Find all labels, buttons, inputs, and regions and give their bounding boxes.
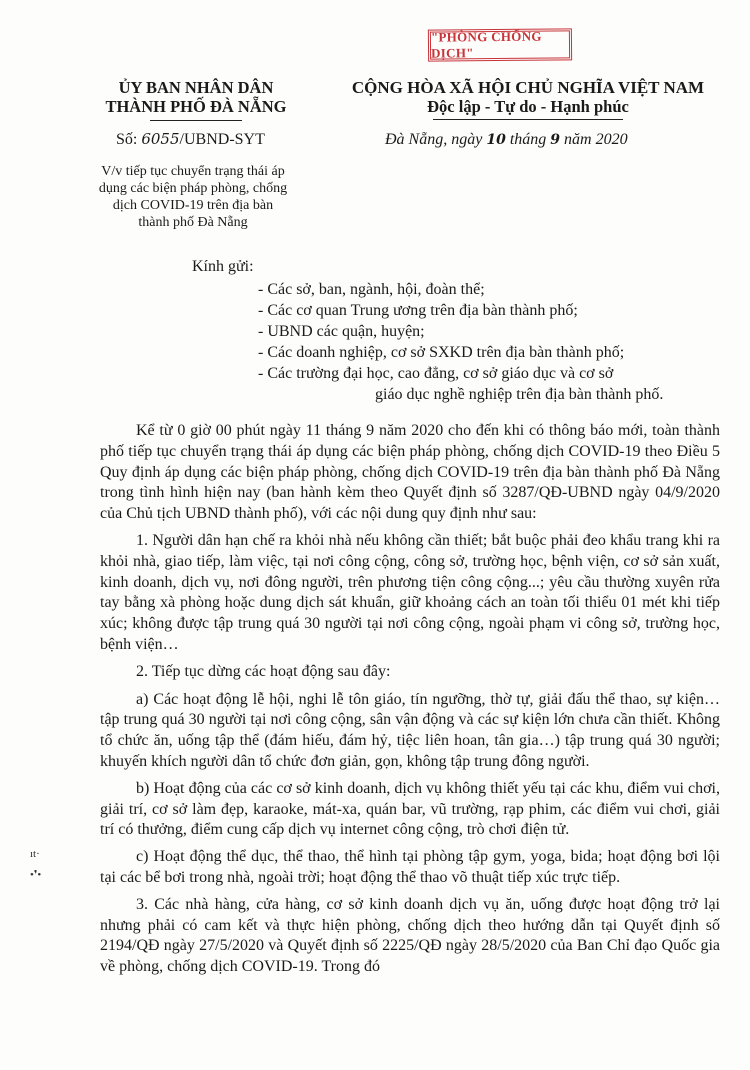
authority-line-1: ỦY BAN NHÂN DÂN: [118, 78, 274, 97]
subject-line: V/v tiếp tục chuyển trạng thái áp: [101, 164, 285, 179]
national-title: CỘNG HÒA XÃ HỘI CHỦ NGHĨA VIỆT NAM: [351, 78, 705, 97]
date-suffix: năm 2020: [560, 131, 628, 148]
body-paragraph: 3. Các nhà hàng, cửa hàng, cơ sở kinh doanh dịch vụ ăn, uống được hoạt động trở lại nhưng phải có cam kết và thực hiện phòng, chống dịch theo hướng dẫn tại Quyết định số 2194/QĐ ngày 27/5/2020 và Quyết định số 2225/QĐ ngày 28/5/2020 của Ban Chỉ đạo Quốc gia về phòng, chống dịch COVID-19. Trong đó: [100, 895, 720, 976]
recipient-item: - Các trường đại học, cao đẳng, cơ sở giáo dục và cơ sở: [258, 365, 614, 382]
recipient-item: - Các sở, ban, ngành, hội, đoàn thể;: [258, 281, 485, 298]
recipient-item: - UBND các quận, huyện;: [258, 323, 425, 340]
body-paragraph: a) Các hoạt động lễ hội, nghi lễ tôn giáo, tín ngưỡng, thờ tự, giải đấu thể thao, sự kiện…tập trung quá 30 người tại nơi công cộng, sân vận động và các sự kiện lớn chưa cần thiết. Không tổ chức ăn, uống tập thể (đám hiếu, đám hỷ, tiệc liên hoan, tân gia…) tập trung quá 30 người; khuyến khích người dân tổ chức đơn giản, gọn, không tập trung đông người.: [100, 690, 720, 770]
issuing-authority: [80, 78, 312, 121]
recipient-item: - Các cơ quan Trung ương trên địa bàn thành phố;: [258, 302, 578, 319]
body-paragraph: c) Hoạt động thể dục, thể thao, thể hình tại phòng tập gym, yoga, bida; hoạt động bơi lội tại các bể bơi trong nhà, ngoài trời; hoạt động thể thao võ thuật tiếp xúc trực tiếp.: [100, 848, 720, 886]
subject-line: dụng các biện pháp phòng, chống: [98, 181, 288, 196]
recipients-list: [258, 279, 718, 405]
date-day: 10: [486, 132, 506, 148]
subject-line: dịch COVID-19 trên địa bàn: [112, 198, 274, 213]
margin-mark: •❜•: [30, 869, 42, 881]
number-prefix: Số:: [116, 131, 142, 148]
body-paragraph: 2. Tiếp tục dừng các hoạt động sau đây:: [136, 662, 391, 680]
date-month: 9: [550, 132, 561, 148]
number-handwritten: 6055: [141, 130, 180, 148]
national-motto: Độc lập - Tự do - Hạnh phúc: [427, 97, 629, 116]
authority-underline: [150, 120, 242, 121]
document-number: [116, 130, 265, 149]
number-suffix: /UBND-SYT: [179, 131, 265, 148]
authority-line-2: THÀNH PHỐ ĐÀ NẴNG: [105, 97, 287, 116]
date-prefix: Đà Nẵng, ngày: [385, 131, 487, 148]
document-body: [100, 421, 720, 984]
quarantine-stamp: "PHÒNG CHỐNG DỊCH": [428, 28, 572, 61]
recipient-item-continuation: giáo dục nghề nghiệp trên địa bàn thành phố.: [375, 386, 664, 403]
date-mid: tháng: [505, 131, 551, 148]
recipient-item: - Các doanh nghiệp, cơ sở SXKD trên địa bàn thành phố;: [258, 344, 625, 361]
body-paragraph: 1. Người dân hạn chế ra khỏi nhà nếu không cần thiết; bắt buộc phải đeo khẩu trang khi ra khỏi nhà, giao tiếp, làm việc, tại nơi công cộng, công sở, trường học, bệnh viện, cơ sở sản xuất, kinh doanh, dịch vụ, nơi đông người, trên phương tiện công cộng...; yêu cầu thường xuyên rửa tay bằng xà phòng hoặc dung dịch sát khuẩn, giữ khoảng cách an toàn tối thiểu 01 mét khi tiếp xúc; không được tập trung quá 30 người tại nơi công cộng, ngoài phạm vi công sở, trường học, bệnh viện…: [100, 531, 720, 653]
document-date: [385, 131, 628, 149]
recipients-label: Kính gửi:: [192, 258, 254, 275]
motto-underline: [433, 119, 623, 120]
subject-line: thành phố Đà Nẵng: [138, 215, 248, 230]
document-subject: [76, 163, 310, 231]
body-paragraph: b) Hoạt động của các cơ sở kinh doanh, dịch vụ không thiết yếu tại các khu, điểm vui chơi, giải trí, cơ sở làm đẹp, karaoke, mát-xa, quán bar, vũ trường, rạp phim, các điểm vui chơi, giải trí có thưởng, điểm cung cấp dịch vụ internet công cộng, trò chơi điện tử.: [100, 779, 720, 839]
margin-mark: ıt·: [30, 848, 40, 860]
body-paragraph: Kể từ 0 giờ 00 phút ngày 11 tháng 9 năm 2020 cho đến khi có thông báo mới, toàn thành phố tiếp tục chuyển trạng thái áp dụng các biện pháp phòng, chống dịch COVID-19 theo Điều 5 Quy định áp dụng các biện pháp phòng, chống dịch COVID-19 trên địa bàn thành phố Đà Nẵng trong tình hình hiện nay (ban hành kèm theo Quyết định số 3287/QĐ-UBND ngày 04/9/2020 của Chủ tịch UBND thành phố), với các nội dung quy định như sau:: [100, 422, 720, 523]
national-heading: [318, 78, 738, 120]
